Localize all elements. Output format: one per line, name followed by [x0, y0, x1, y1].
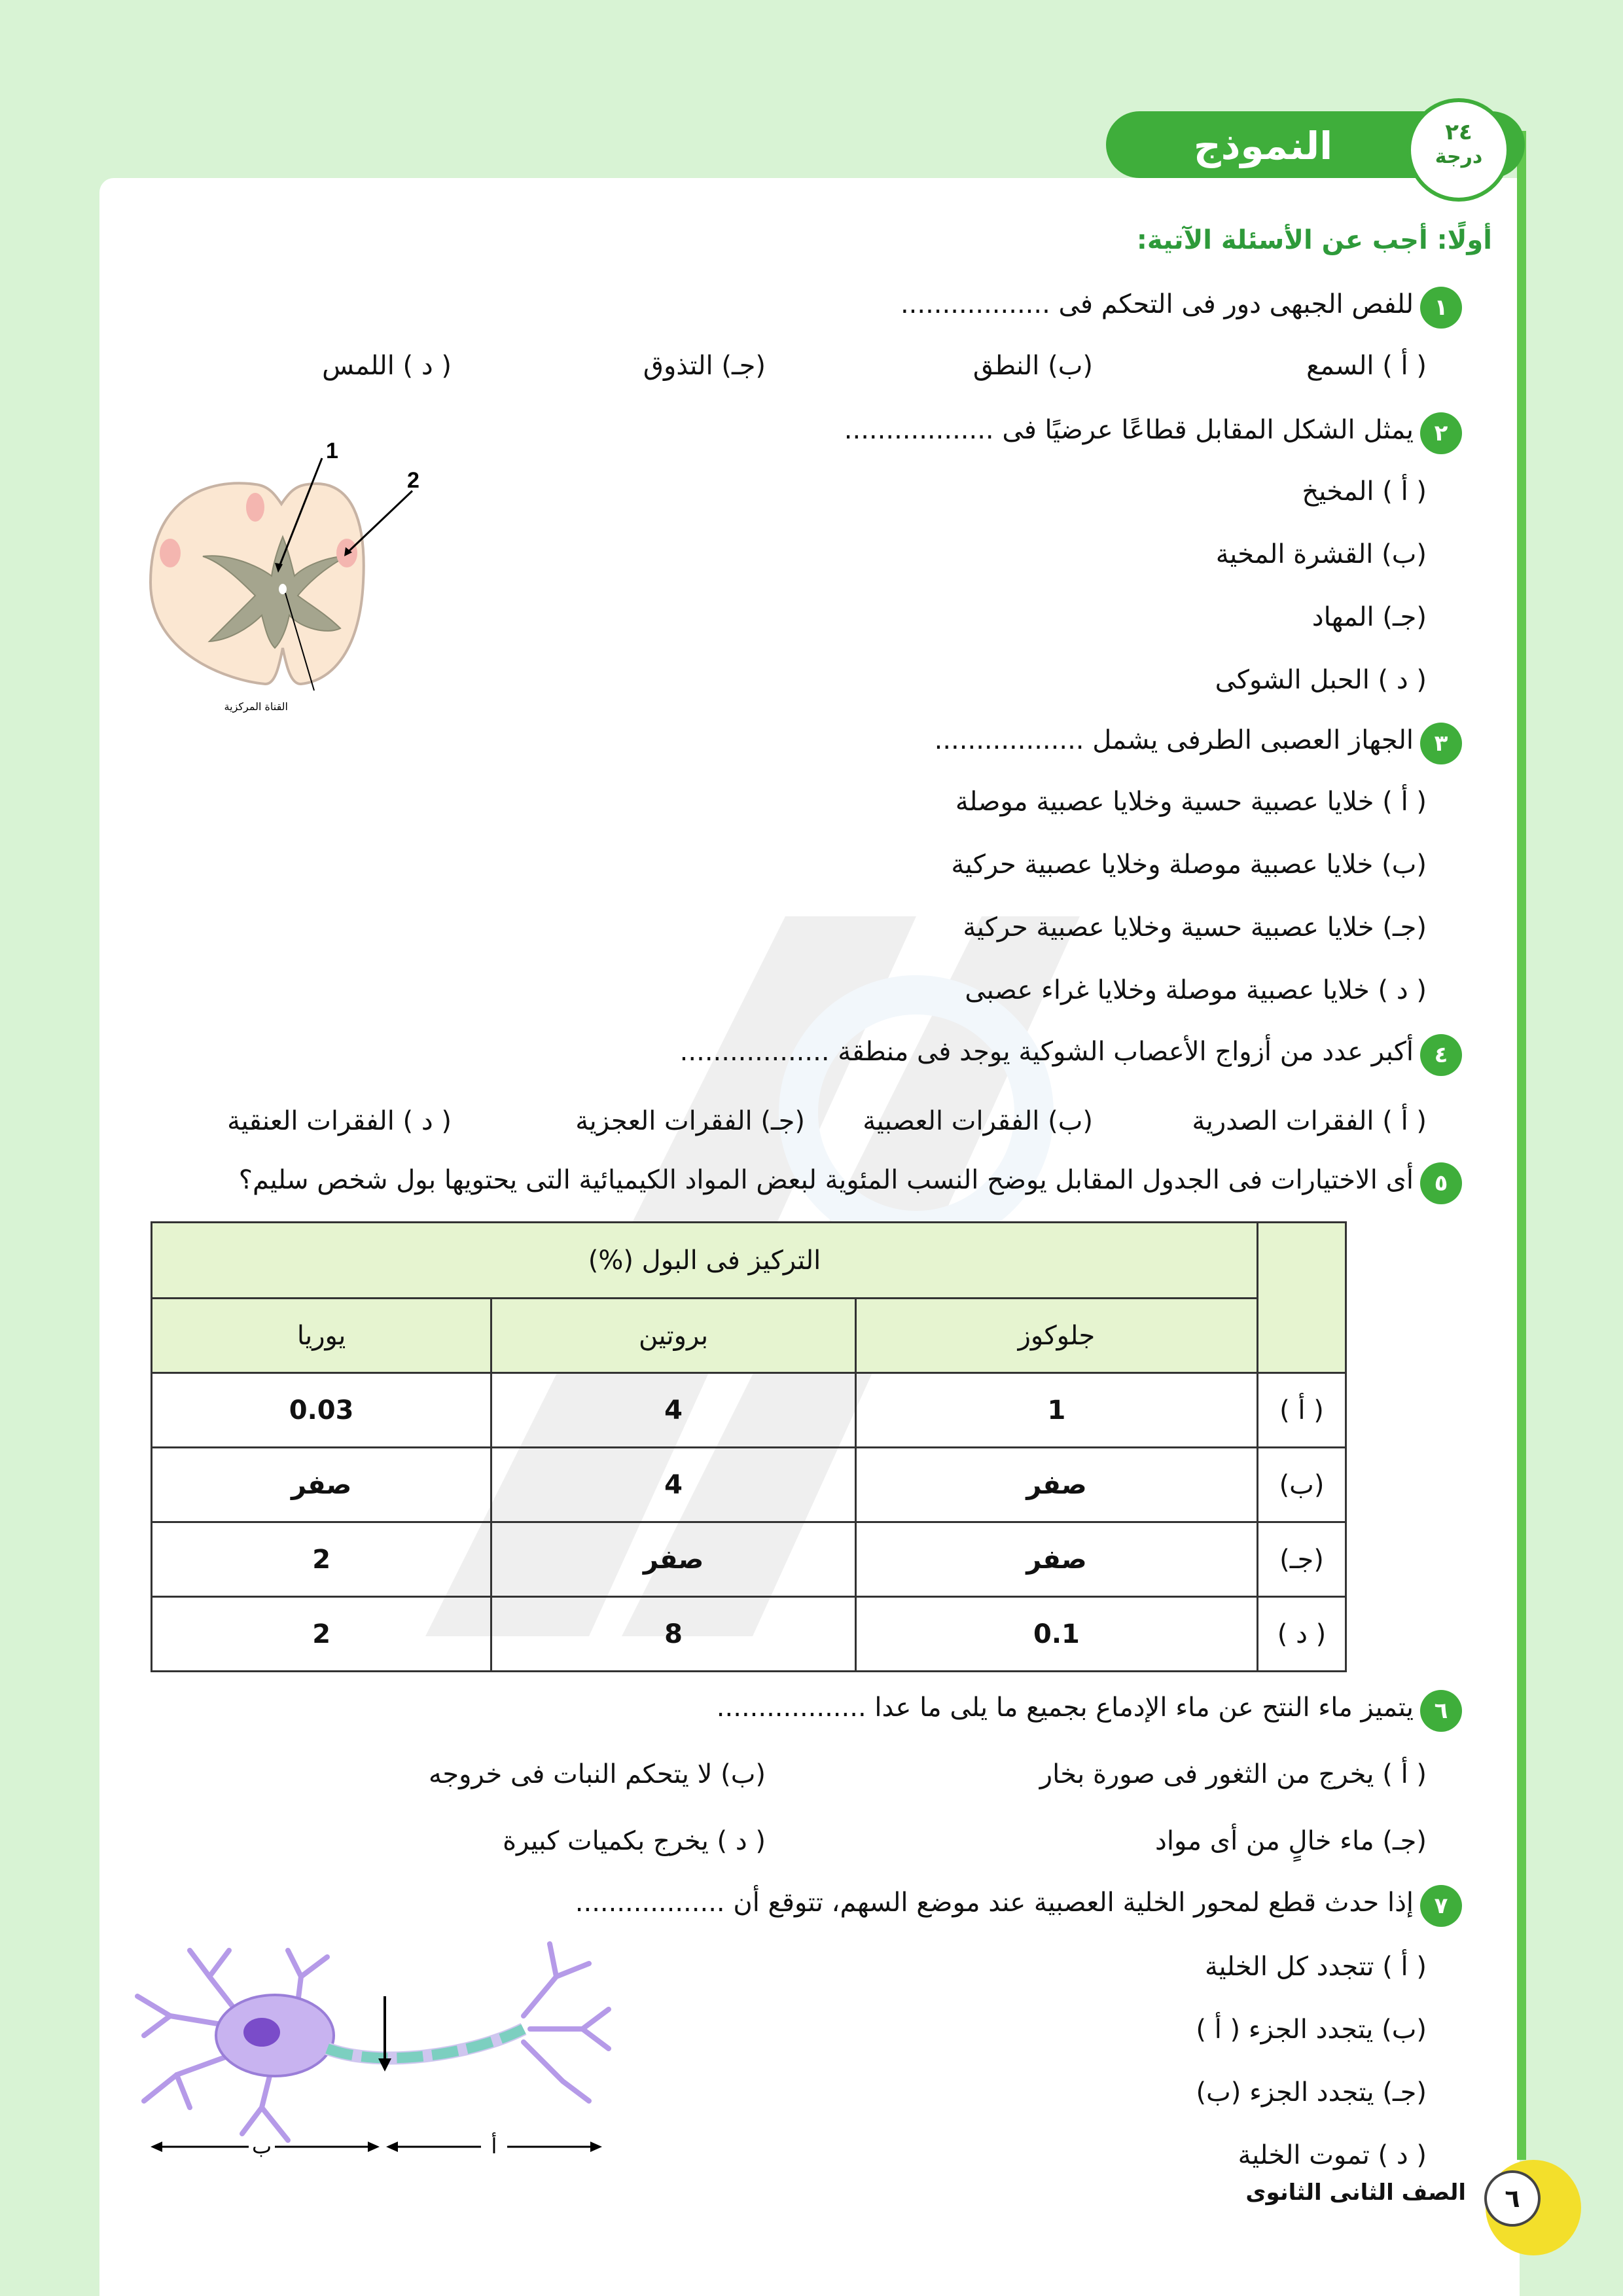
section-heading: أولًا: أجب عن الأسئلة الآتية:: [1136, 225, 1492, 255]
question-text: يتميز ماء النتح عن ماء الإدماع بجميع ما يلى ما عدا ..................: [716, 1693, 1414, 1723]
table-row-label-empty: [1258, 1299, 1346, 1373]
option-a[interactable]: ( أ ) خلايا عصبية حسية وخلايا عصبية موصلة: [955, 787, 1427, 817]
column-header: بروتين: [491, 1299, 856, 1373]
urea-cell: 0.03: [152, 1373, 491, 1448]
question-text: أكبر عدد من أزواج الأعصاب الشوكية يوجد فى منطقة ..................: [679, 1037, 1414, 1067]
question-number: ٧: [1420, 1885, 1462, 1927]
option-b[interactable]: (ب) النطق: [972, 351, 1093, 381]
option-c[interactable]: (جـ) خلايا عصبية حسية وخلايا عصبية حركية: [963, 912, 1427, 942]
protein-cell: 4: [491, 1448, 856, 1522]
row-label: (ب): [1258, 1448, 1346, 1522]
option-d[interactable]: ( د ) يخرج بكميات كبيرة: [503, 1826, 766, 1856]
figure-label-1: 1: [326, 439, 338, 463]
question-text: الجهاز العصبى الطرفى يشمل ..................: [934, 725, 1414, 755]
row-label: ( أ ): [1258, 1373, 1346, 1448]
glucose-cell: 0.1: [855, 1597, 1257, 1672]
question-number: ١: [1420, 287, 1462, 329]
protein-cell: 4: [491, 1373, 856, 1448]
option-b[interactable]: (ب) خلايا عصبية موصلة وخلايا عصبية حركية: [951, 850, 1427, 880]
option-a[interactable]: ( أ ) تتجدد كل الخلية: [1205, 1952, 1427, 1982]
urea-cell: 2: [152, 1522, 491, 1597]
option-c[interactable]: (جـ) ماء خالٍ من أى مواد: [1155, 1826, 1427, 1856]
table-row[interactable]: [152, 1522, 1346, 1597]
spinal-cord-cross-section-figure: [137, 432, 438, 733]
table-row-label-empty: [1258, 1223, 1346, 1299]
option-b[interactable]: (ب) الفقرات العصبية: [863, 1106, 1093, 1136]
page-number: ٦: [1484, 2170, 1541, 2227]
column-header: يوريا: [152, 1299, 491, 1373]
question-text: للفص الجبهى دور فى التحكم فى ..................: [900, 289, 1414, 319]
option-a[interactable]: ( أ ) الفقرات الصدرية: [1192, 1106, 1427, 1136]
right-accent-bar: [1517, 131, 1526, 2160]
question-number: ٣: [1420, 723, 1462, 764]
option-c[interactable]: (جـ) الفقرات العجزية: [575, 1106, 805, 1136]
central-canal-label: القناة المركزية: [224, 700, 288, 713]
question-number: ٥: [1420, 1162, 1462, 1204]
option-d[interactable]: ( د ) اللمس: [322, 351, 452, 381]
protein-cell: صفر: [491, 1522, 856, 1597]
footer-grade-text: الصف الثانى الثانوى: [1245, 2179, 1466, 2206]
option-d[interactable]: ( د ) الحبل الشوكى: [1215, 665, 1427, 695]
grade-number: ٢٤: [1445, 119, 1472, 145]
urea-cell: 2: [152, 1597, 491, 1672]
figure-label-2: 2: [407, 468, 419, 493]
option-b[interactable]: (ب) القشرة المخية: [1215, 539, 1427, 569]
question-number: ٢: [1420, 412, 1462, 454]
option-a[interactable]: ( أ ) المخيخ: [1302, 476, 1427, 507]
glucose-cell: صفر: [855, 1448, 1257, 1522]
question-text: يمثل الشكل المقابل قطاعًا عرضيًا فى ..................: [844, 415, 1414, 445]
option-c[interactable]: (جـ) يتجدد الجزء (ب): [1196, 2077, 1427, 2108]
option-b[interactable]: (ب) يتجدد الجزء ( أ ): [1196, 2015, 1427, 2045]
row-label: (جـ): [1258, 1522, 1346, 1597]
grade-label: درجة: [1435, 145, 1483, 168]
exam-title: النموذج الثانى: [1193, 124, 1333, 227]
urine-concentration-table: [151, 1221, 1347, 1672]
glucose-cell: صفر: [855, 1522, 1257, 1597]
question-number: ٤: [1420, 1034, 1462, 1076]
table-row[interactable]: [152, 1597, 1346, 1672]
neuron-figure: [131, 1937, 615, 2160]
part-b-label: ب: [251, 2134, 272, 2159]
question-text: إذا حدث قطع لمحور الخلية العصبية عند موضع السهم، تتوقع أن ..................: [575, 1888, 1414, 1918]
column-header: جلوكوز: [855, 1299, 1257, 1373]
option-d[interactable]: ( د ) الفقرات العنقية: [227, 1106, 452, 1136]
table-row[interactable]: [152, 1448, 1346, 1522]
row-label: ( د ): [1258, 1597, 1346, 1672]
option-a[interactable]: ( أ ) السمع: [1306, 351, 1427, 381]
glucose-cell: 1: [855, 1373, 1257, 1448]
option-a[interactable]: ( أ ) يخرج من الثغور فى صورة بخار: [1039, 1759, 1427, 1789]
part-a-label: أ: [491, 2134, 497, 2159]
option-b[interactable]: (ب) لا يتحكم النبات فى خروجه: [428, 1759, 766, 1789]
grade-badge: [1407, 98, 1510, 202]
option-d[interactable]: ( د ) خلايا عصبية موصلة وخلايا غراء عصبى: [965, 975, 1427, 1005]
protein-cell: 8: [491, 1597, 856, 1672]
question-text: أى الاختيارات فى الجدول المقابل يوضح النسب المئوية لبعض المواد الكيميائية التى يحتويها بول شخص سليم؟: [238, 1165, 1414, 1195]
urea-cell: صفر: [152, 1448, 491, 1522]
option-c[interactable]: (جـ) التذوق: [643, 351, 766, 381]
question-number: ٦: [1420, 1690, 1462, 1732]
table-title: التركيز فى البول (%): [152, 1223, 1258, 1299]
option-d[interactable]: ( د ) تموت الخلية: [1238, 2140, 1427, 2170]
option-c[interactable]: (جـ) المهاد: [1311, 602, 1427, 632]
table-row[interactable]: [152, 1373, 1346, 1448]
